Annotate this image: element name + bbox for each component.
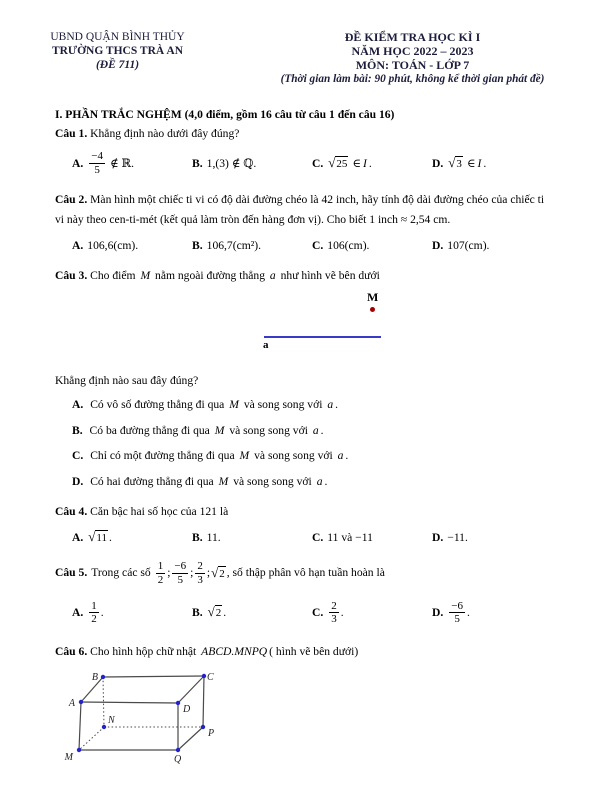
separator: ; <box>190 566 194 580</box>
point-name: M <box>140 269 151 283</box>
point-m-label: M <box>367 290 379 305</box>
vertex-c-dot <box>202 674 206 678</box>
fraction-numerator: −6 <box>451 599 463 612</box>
question-text: Khẳng định nào dưới đây đúng? <box>90 127 240 140</box>
point-name: M <box>239 449 250 463</box>
option-label: B. <box>192 156 203 170</box>
option-a <box>72 239 192 252</box>
vertex-n-dot <box>102 725 106 729</box>
option-text: −11. <box>447 530 468 544</box>
option-label: D. <box>432 606 444 620</box>
option-label: A. <box>72 239 84 253</box>
period: . <box>368 156 372 170</box>
option-b <box>192 156 312 170</box>
hidden-edge-n-m <box>79 727 104 750</box>
option-text: 1,(3) ∉ ℚ. <box>206 157 257 171</box>
option-b <box>192 605 312 621</box>
option-text: và song song với <box>233 475 312 489</box>
radicand: 2 <box>215 606 222 619</box>
question-1 <box>55 124 554 144</box>
option-d <box>432 531 468 544</box>
option-label: D. <box>432 156 444 170</box>
fraction-numerator: 1 <box>91 599 97 612</box>
question-text: Cho điểm <box>90 269 136 283</box>
radical-sign: √ <box>211 564 219 580</box>
square-root <box>211 566 226 582</box>
square-root <box>88 530 108 546</box>
option-label: A. <box>72 530 84 544</box>
radicand: 11 <box>96 531 108 544</box>
edge-a-d <box>81 702 178 703</box>
vertex-d-label: D <box>183 704 191 716</box>
radicand: 25 <box>336 157 348 170</box>
fraction-denominator: 2 <box>91 613 97 626</box>
option-label: B. <box>192 239 203 253</box>
period: . <box>100 606 104 620</box>
point-m-dot <box>370 307 375 312</box>
option-text: Có vô số đường thẳng đi qua <box>90 397 225 411</box>
question-text: ( hình vẽ bên dưới) <box>269 644 359 658</box>
option-a <box>55 397 554 413</box>
radicand: 3 <box>456 157 462 170</box>
vertex-p-label: P <box>208 728 215 740</box>
period: . <box>483 156 487 170</box>
option-text: 107(cm). <box>447 239 490 253</box>
option-b <box>55 423 554 439</box>
duration-note: (Thời gian làm bài: 90 phút, không kể thời gian phát đề) <box>280 73 545 85</box>
question-text: như hình vẽ bên dưới <box>280 269 380 283</box>
vertex-c-label: C <box>207 672 214 684</box>
period: . <box>467 606 470 620</box>
vertex-b-dot <box>101 675 105 679</box>
option-label: C. <box>312 239 324 253</box>
option-text: Chỉ có một đường thẳng đi qua <box>90 449 235 463</box>
option-text: 106,6(cm). <box>87 239 139 253</box>
option-c <box>55 448 554 464</box>
subject-line: MÔN: TOÁN - LỚP 7 <box>355 58 470 72</box>
fraction-denominator: 3 <box>197 574 203 587</box>
header-right-block <box>235 30 590 86</box>
separator: ; <box>167 566 171 580</box>
question-4 <box>55 502 554 522</box>
fraction-denominator: 5 <box>177 574 184 587</box>
question-label: Câu 5. <box>55 566 88 580</box>
option-d <box>55 474 554 490</box>
exam-content <box>55 108 554 775</box>
radical-sign: √ <box>207 603 215 619</box>
option-b <box>192 531 312 544</box>
question-6 <box>55 642 554 662</box>
point-name: M <box>229 397 239 411</box>
option-d <box>432 600 470 626</box>
vertex-q-dot <box>176 748 180 752</box>
option-text: ∉ ℝ. <box>110 157 135 171</box>
question-1-options <box>55 150 554 176</box>
vertex-a-dot <box>79 700 83 704</box>
fraction-numerator: −6 <box>174 560 187 573</box>
option-text: và song song với <box>229 423 308 437</box>
vertex-m-label: M <box>64 752 73 764</box>
option-label: B. <box>192 530 203 544</box>
point-name: M <box>214 423 225 437</box>
fraction <box>89 150 105 176</box>
edge-a-m <box>79 702 81 750</box>
option-label: A. <box>72 606 84 620</box>
edge-q-p <box>178 727 203 750</box>
section-title: I. PHẦN TRẮC NGHỆM (4,0 điểm, gồm 16 câu từ câu 1 đến câu 16) <box>55 108 395 121</box>
issuer-line: UBND QUẬN BÌNH THỦY <box>50 31 185 43</box>
question-text: , số thập phân vô hạn tuần hoàn là <box>226 566 385 580</box>
line-a <box>264 336 381 338</box>
question-2-options <box>55 239 554 252</box>
fraction-numerator: 1 <box>157 560 164 573</box>
option-text: Có hai đường thẳng đi qua <box>90 475 214 489</box>
question-3 <box>55 266 554 286</box>
option-c <box>312 531 432 544</box>
option-text: và song song với <box>254 449 333 463</box>
fraction <box>329 600 339 626</box>
option-c <box>312 239 432 252</box>
option-text: 106,7(cm²). <box>206 239 261 253</box>
question-label: Câu 2. <box>55 192 88 206</box>
option-a <box>72 150 192 176</box>
set-symbol: I <box>477 156 482 170</box>
fraction <box>449 600 465 626</box>
school-year: NĂM HỌC 2022 – 2023 <box>351 44 474 58</box>
exam-code-line: (ĐỀ 711) <box>95 59 140 71</box>
option-text: 106(cm). <box>327 239 370 253</box>
option-label: B. <box>192 606 203 620</box>
fraction <box>156 560 166 586</box>
option-text: 11. <box>206 530 221 544</box>
radical-sign: √ <box>448 154 456 170</box>
line-a-label: a <box>263 339 269 352</box>
option-c <box>312 600 432 626</box>
question-text: Căn bậc hai số học của 121 là <box>90 505 229 519</box>
vertex-d-dot <box>176 701 180 705</box>
option-text: và song song với <box>243 397 323 411</box>
option-a <box>72 600 192 626</box>
school-line: TRƯỜNG THCS TRÀ AN <box>51 45 184 57</box>
option-label: C. <box>312 606 324 620</box>
question-text: nằm ngoài đường thẳng <box>155 269 266 283</box>
period: . <box>320 423 324 437</box>
question-label: Câu 1. <box>55 127 88 140</box>
question-2 <box>55 190 554 231</box>
question-text: Màn hình một chiếc ti vi có độ dài đường chéo là 42 inch, hãy tính độ dài đường chéo của chiếc ti vi này theo cen-ti-mét (kết quả làm tròn đến hàng đơn vị). Cho biết 1 inch ≈ 2,54 cm. <box>55 192 545 226</box>
vertex-p-dot <box>201 725 205 729</box>
element-symbol: ∈ <box>466 157 476 171</box>
edge-d-c <box>178 676 204 703</box>
question-5-options <box>55 600 554 626</box>
solid-name: ABCD.MNPQ <box>201 644 268 658</box>
edge-b-c <box>103 676 204 677</box>
option-b <box>192 239 312 252</box>
option-d <box>432 156 486 172</box>
square-root <box>208 605 223 621</box>
fraction-denominator: 3 <box>331 613 337 626</box>
option-label: D. <box>72 475 84 489</box>
header-left-block <box>0 30 235 86</box>
fraction <box>172 560 188 586</box>
option-text: 11 và −11 <box>327 530 373 544</box>
element-symbol: ∈ <box>352 157 362 171</box>
option-label: D. <box>432 239 444 253</box>
radical-sign: √ <box>328 154 336 170</box>
exam-title: ĐỀ KIỂM TRA HỌC KÌ I <box>344 30 481 44</box>
radical-sign: √ <box>88 528 96 544</box>
line-name: a <box>316 475 323 489</box>
vertex-b-label: B <box>91 672 98 684</box>
vertex-n-label: N <box>108 715 115 727</box>
separator: ; <box>206 566 211 580</box>
radicand: 2 <box>219 567 225 580</box>
square-root <box>328 156 348 172</box>
period: . <box>324 475 328 489</box>
vertex-a-label: A <box>68 698 75 710</box>
fraction-denominator: 2 <box>157 574 164 587</box>
option-label: C. <box>312 530 324 544</box>
fraction <box>89 600 99 626</box>
vertex-m-dot <box>77 748 81 752</box>
option-c <box>312 156 432 172</box>
line-name: a <box>337 449 344 463</box>
option-d <box>432 239 489 252</box>
fraction-numerator: −4 <box>91 150 103 163</box>
period: . <box>223 606 227 620</box>
line-name: a <box>269 269 276 283</box>
question-text: Cho hình hộp chữ nhật <box>90 644 197 658</box>
point-name: M <box>218 475 229 489</box>
fraction <box>195 560 205 586</box>
option-label: C. <box>72 449 84 463</box>
option-label: D. <box>432 530 444 544</box>
period: . <box>345 449 349 463</box>
line-name: a <box>312 423 319 437</box>
page-header <box>0 0 612 86</box>
fraction-denominator: 5 <box>94 163 100 176</box>
option-label: A. <box>72 397 84 411</box>
option-label: B. <box>72 423 83 437</box>
option-label: A. <box>72 156 84 170</box>
line-name: a <box>327 397 334 411</box>
fraction-numerator: 2 <box>197 560 203 573</box>
question-5 <box>55 560 554 586</box>
question-label: Câu 6. <box>55 644 88 658</box>
question-label: Câu 4. <box>55 505 88 519</box>
option-a <box>72 530 192 546</box>
period: . <box>109 530 112 544</box>
fraction-denominator: 5 <box>454 613 460 626</box>
option-text: Có ba đường thẳng đi qua <box>89 423 210 437</box>
edge-c-p <box>203 676 204 727</box>
set-symbol: I <box>363 156 367 170</box>
question-3-prompt: Khẳng định nào sau đây đúng? <box>55 374 199 388</box>
option-label: C. <box>312 156 324 170</box>
question-4-options <box>55 530 554 546</box>
figure-point-and-line <box>55 288 554 364</box>
question-label: Câu 3. <box>55 269 88 283</box>
figure-rectangular-box <box>58 668 253 772</box>
square-root <box>448 156 463 172</box>
question-text: Trong các số <box>91 566 151 580</box>
vertex-q-label: Q <box>174 754 182 766</box>
period: . <box>340 606 344 620</box>
fraction-numerator: 2 <box>331 599 337 612</box>
period: . <box>335 397 339 411</box>
